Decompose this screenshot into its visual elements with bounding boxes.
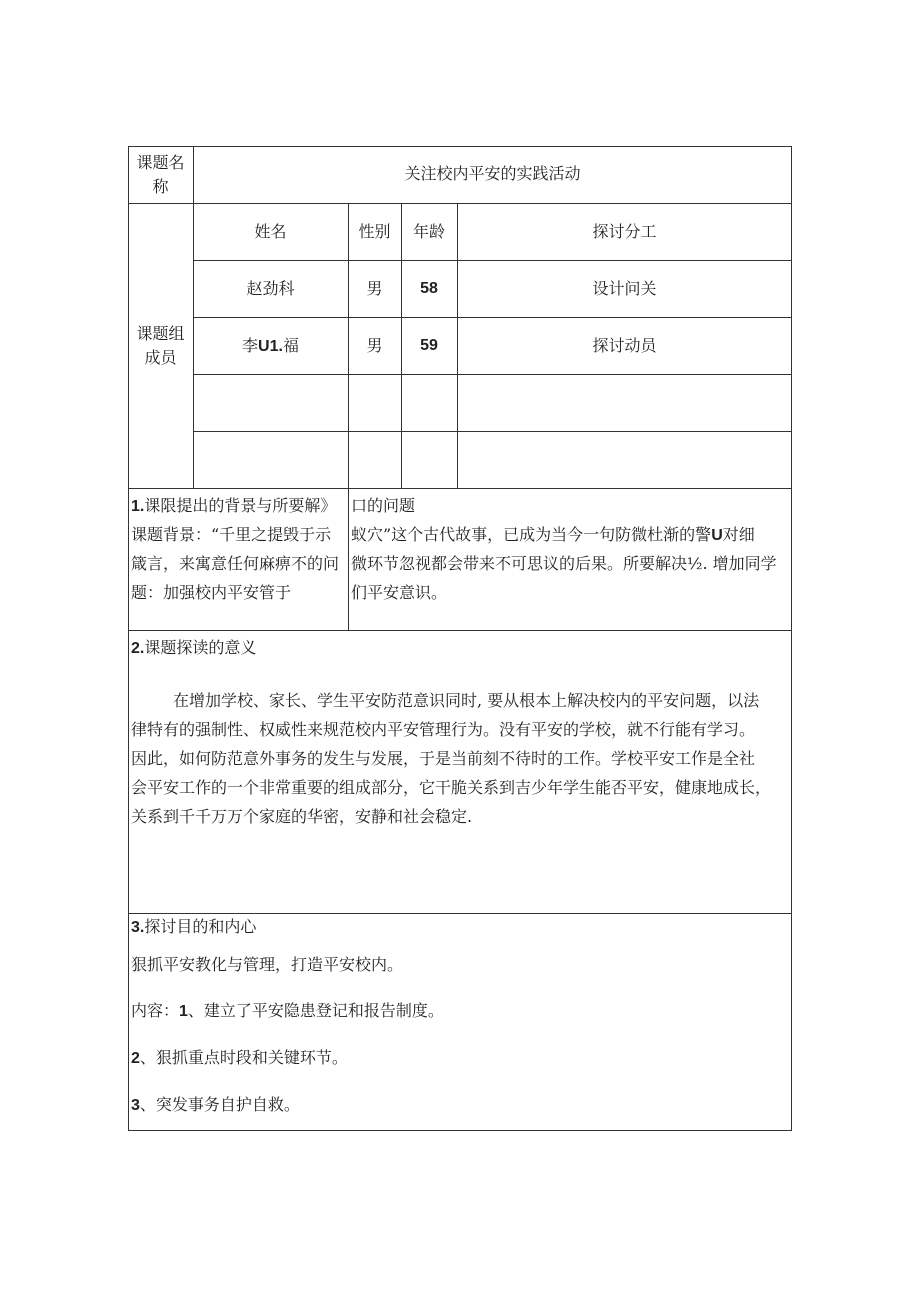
col-header-role: 探讨分工 bbox=[592, 222, 657, 241]
col-divider bbox=[348, 488, 349, 630]
section3-goal: 狠抓平安教化与管理，打造平安校内。 bbox=[131, 955, 404, 974]
section1-right-line: 微环节忽视都会带来不可思议的后果。所要解决½. 增加同学 bbox=[351, 554, 777, 573]
member-name-suffix: 福 bbox=[282, 336, 299, 355]
row-divider bbox=[128, 488, 792, 489]
member-name: 赵劲科 bbox=[246, 279, 295, 298]
section2-paragraph-line: 律特有的强制性、权威性来规范校内平安管理行为。没有平安的学校，就不行能有学习。 bbox=[131, 720, 756, 739]
member-name-prefix: 李 bbox=[242, 336, 259, 355]
section1-number: 1. bbox=[131, 498, 145, 515]
section2-paragraph-line: 在增加学校、家长、学生平安防范意识同时, 要从根本上解决校内的平安问题，以法 bbox=[173, 691, 760, 710]
row-divider bbox=[128, 630, 792, 631]
member-gender: 男 bbox=[366, 336, 383, 355]
col-header-gender: 性别 bbox=[358, 222, 391, 241]
section1-right-text: 蚁穴”这个古代故事，已成为当今一句防微杜渐的警 bbox=[351, 525, 712, 544]
section3-item-number: 1 bbox=[179, 1003, 188, 1020]
section1-left-line: 题：加强校内平安管于 bbox=[131, 583, 292, 602]
section2-heading-text: 课题探读的意义 bbox=[144, 638, 257, 657]
col-header-age: 年龄 bbox=[412, 222, 445, 241]
section3-content-item bbox=[131, 1000, 444, 1023]
member-role: 设计问关 bbox=[592, 279, 657, 298]
section3-item-text: 、狠抓重点时段和关键环节。 bbox=[139, 1048, 348, 1067]
section1-right-line bbox=[351, 524, 755, 547]
member-gender: 男 bbox=[366, 279, 383, 298]
topic-name-label-line1: 课题名 bbox=[136, 153, 185, 172]
member-age: 58 bbox=[420, 280, 438, 297]
topic-name-label-line2: 称 bbox=[152, 177, 169, 196]
section3-item-text: 、突发事务自护自救。 bbox=[139, 1095, 300, 1114]
row-divider bbox=[128, 203, 792, 204]
members-label-line2: 成员 bbox=[144, 348, 177, 367]
section3-item-number: 2 bbox=[131, 1050, 140, 1067]
section1-heading-cont: 口的问题 bbox=[351, 496, 416, 515]
section3-content-item bbox=[131, 1094, 300, 1117]
section1-left-line: 课题背景：“千里之提毁于示 bbox=[131, 525, 332, 544]
section2-paragraph-line: 关系到千千万万个家庭的华密，安静和社会稳定. bbox=[131, 807, 473, 826]
section3-number: 3. bbox=[131, 919, 145, 936]
member-role: 探讨动员 bbox=[592, 336, 657, 355]
section2-heading bbox=[131, 637, 256, 660]
section2-number: 2. bbox=[131, 640, 145, 657]
member-name bbox=[193, 335, 348, 358]
section2-paragraph-line: 因此，如何防范意外事务的发生与发展，于是当前刻不待时的工作。学校平安工作是全社 bbox=[131, 749, 756, 768]
members-label-line1: 课题组 bbox=[136, 324, 185, 343]
section1-heading-text: 课限提出的背景与所要解》 bbox=[144, 496, 337, 515]
section3-content-item bbox=[131, 1047, 348, 1070]
topic-title: 关注校内平安的实践活动 bbox=[404, 164, 581, 183]
section1-right-bold: U bbox=[711, 527, 723, 544]
row-divider bbox=[193, 374, 792, 375]
section3-item-number: 3 bbox=[131, 1097, 140, 1114]
section1-heading bbox=[131, 495, 336, 518]
row-divider bbox=[193, 260, 792, 261]
section3-content-prefix: 内容： bbox=[131, 1001, 180, 1020]
section3-item-text: 、建立了平安隐患登记和报告制度。 bbox=[187, 1001, 444, 1020]
section1-right-text: 对细 bbox=[722, 525, 755, 544]
member-name-bold: U1. bbox=[258, 338, 283, 355]
row-divider bbox=[128, 913, 792, 914]
member-age: 59 bbox=[420, 337, 438, 354]
section3-heading bbox=[131, 916, 256, 939]
section2-paragraph-line: 会平安工作的一个非常重要的组成部分，它干脆关系到吉少年学生能否平安，健康地成长， bbox=[131, 778, 772, 797]
section3-heading-text: 探讨目的和内心 bbox=[144, 917, 257, 936]
section1-right-line: 们平安意识。 bbox=[351, 583, 448, 602]
col-divider bbox=[193, 146, 194, 488]
row-divider bbox=[193, 317, 792, 318]
section1-left-line: 箴言，来寓意任何麻痹不的问 bbox=[131, 554, 340, 573]
row-divider bbox=[193, 431, 792, 432]
col-header-name: 姓名 bbox=[254, 222, 287, 241]
